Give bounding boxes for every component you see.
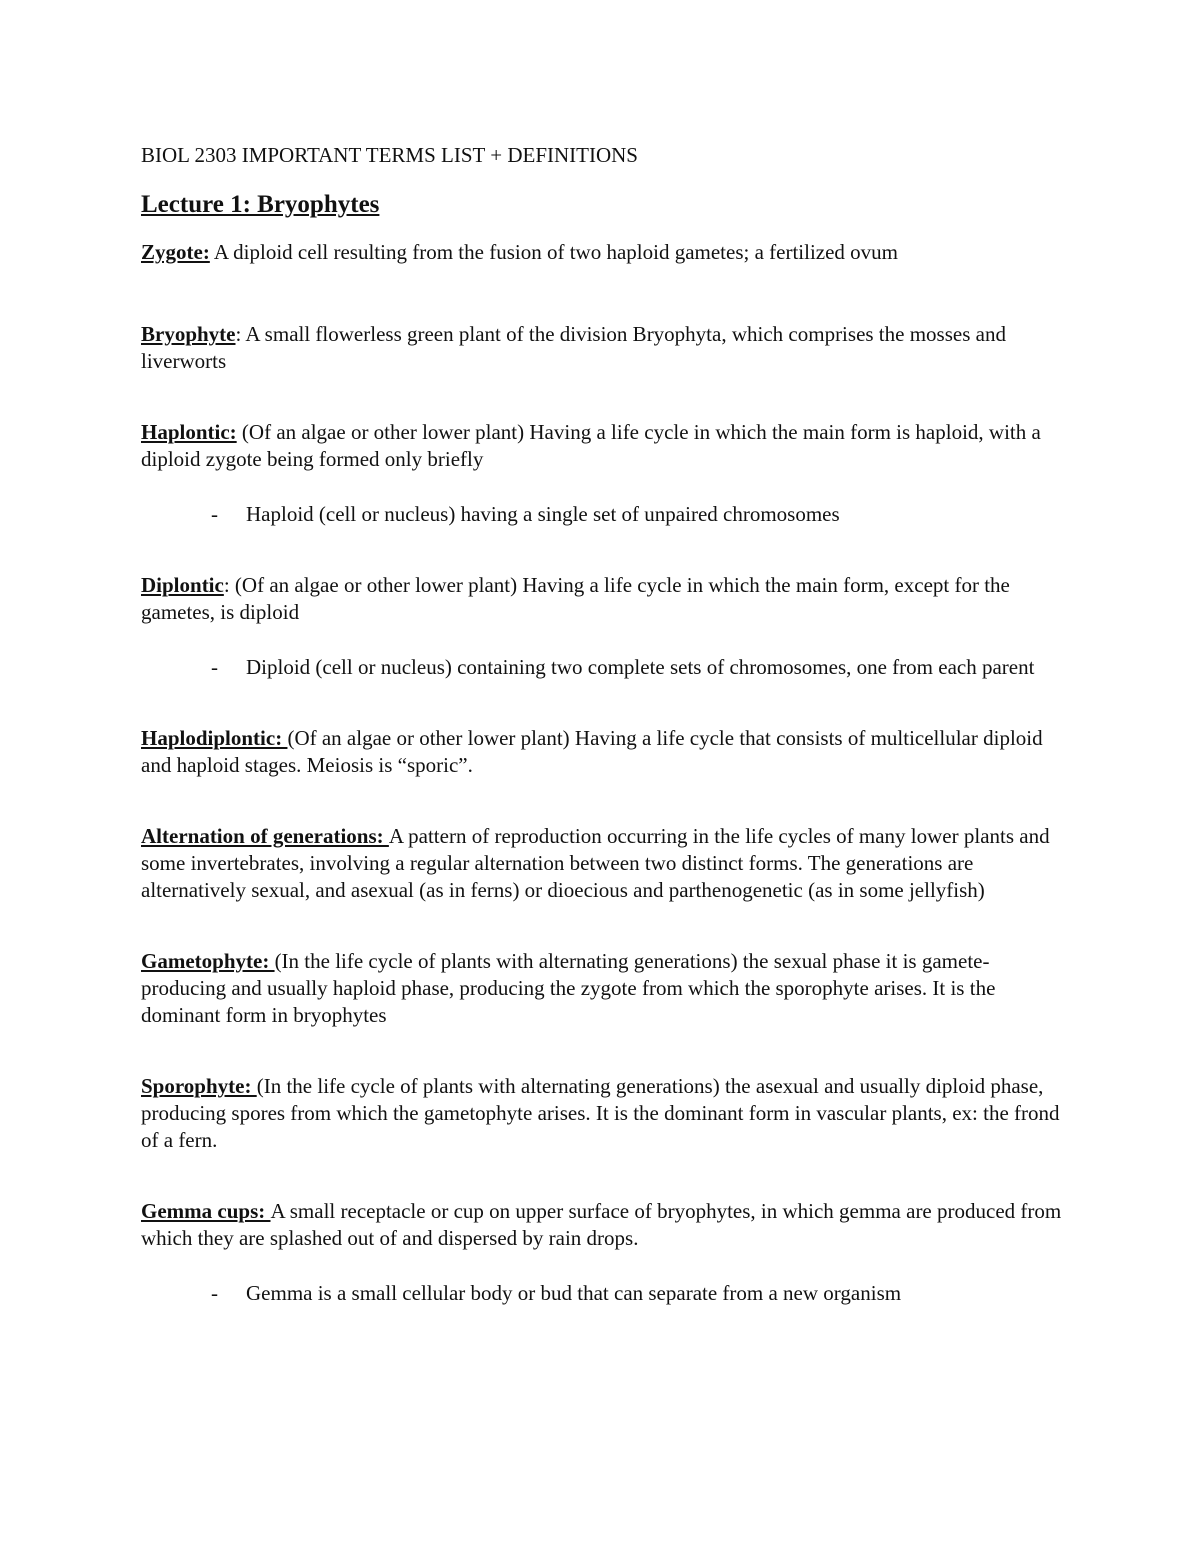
definition-text: (In the life cycle of plants with alternating generations) the sexual phase it is gamete-producing and usually haploid phase, producing the zygote from which the sporophyte arises. It is the dominant form in bryophytes — [141, 949, 996, 1027]
term-label: Gametophyte: — [141, 949, 275, 973]
entry-haplontic — [141, 419, 1071, 473]
sub-point-text: Diploid (cell or nucleus) containing two complete sets of chromosomes, one from each parent — [246, 655, 1035, 679]
sub-point-text: Haploid (cell or nucleus) having a single set of unpaired chromosomes — [246, 502, 840, 526]
document-page — [141, 140, 1071, 1307]
entry-zygote — [141, 239, 1071, 266]
definition-text: A diploid cell resulting from the fusion of two haploid gametes; a fertilized ovum — [209, 240, 899, 264]
bullet-dash: - — [211, 502, 218, 526]
definition-text: A pattern of reproduction occurring in the life cycles of many lower plants and some invertebrates, involving a regular alternation between two distinct forms. The generations are alternatively sexual, and asexual (as in ferns) or dioecious and parthenogenetic (as in some jellyfish) — [141, 824, 1050, 902]
entry-gemma-cups — [141, 1198, 1071, 1252]
entry-diplontic — [141, 572, 1071, 626]
sub-point-gemma — [141, 1280, 1071, 1307]
entry-sporophyte — [141, 1073, 1071, 1154]
lecture-heading: Lecture 1: Bryophytes — [141, 191, 380, 218]
definition-text: (Of an algae or other lower plant) Having a life cycle that consists of multicellular diploid and haploid stages. Meiosis is “sporic”. — [141, 726, 1043, 777]
term-label: Diplontic — [141, 573, 224, 597]
term-label: Gemma cups: — [141, 1199, 271, 1223]
term-label: Zygote: — [141, 240, 210, 264]
term-label: Haplodiplontic: — [141, 726, 288, 750]
definition-text: (In the life cycle of plants with alternating generations) the asexual and usually diploid phase, producing spores from which the gametophyte arises. It is the dominant form in vascular plants, ex: the frond of a fern. — [141, 1074, 1060, 1152]
sub-point-diploid — [141, 654, 1071, 681]
entry-alternation-of-generations — [141, 823, 1071, 904]
definition-text: : A small flowerless green plant of the division Bryophyta, which comprises the mosses and liverworts — [141, 322, 1006, 373]
bullet-dash: - — [211, 1281, 218, 1305]
bullet-dash: - — [211, 655, 218, 679]
document-title: BIOL 2303 IMPORTANT TERMS LIST + DEFINITIONS — [141, 143, 638, 167]
sub-point-text: Gemma is a small cellular body or bud that can separate from a new organism — [246, 1281, 902, 1305]
entry-haplodiplontic — [141, 725, 1071, 779]
definition-text: : (Of an algae or other lower plant) Having a life cycle in which the main form, except for the gametes, is diploid — [141, 573, 1010, 624]
entry-gametophyte — [141, 948, 1071, 1029]
definition-text: (Of an algae or other lower plant) Having a life cycle in which the main form is haploid, with a diploid zygote being formed only briefly — [141, 420, 1041, 471]
term-label: Bryophyte — [141, 322, 236, 346]
entry-bryophyte — [141, 321, 1071, 375]
term-label: Sporophyte: — [141, 1074, 257, 1098]
sub-point-haploid — [141, 501, 1071, 528]
term-label: Haplontic: — [141, 420, 237, 444]
term-label: Alternation of generations: — [141, 824, 389, 848]
definition-text: A small receptacle or cup on upper surface of bryophytes, in which gemma are produced from which they are splashed out of and dispersed by rain drops. — [141, 1199, 1062, 1250]
